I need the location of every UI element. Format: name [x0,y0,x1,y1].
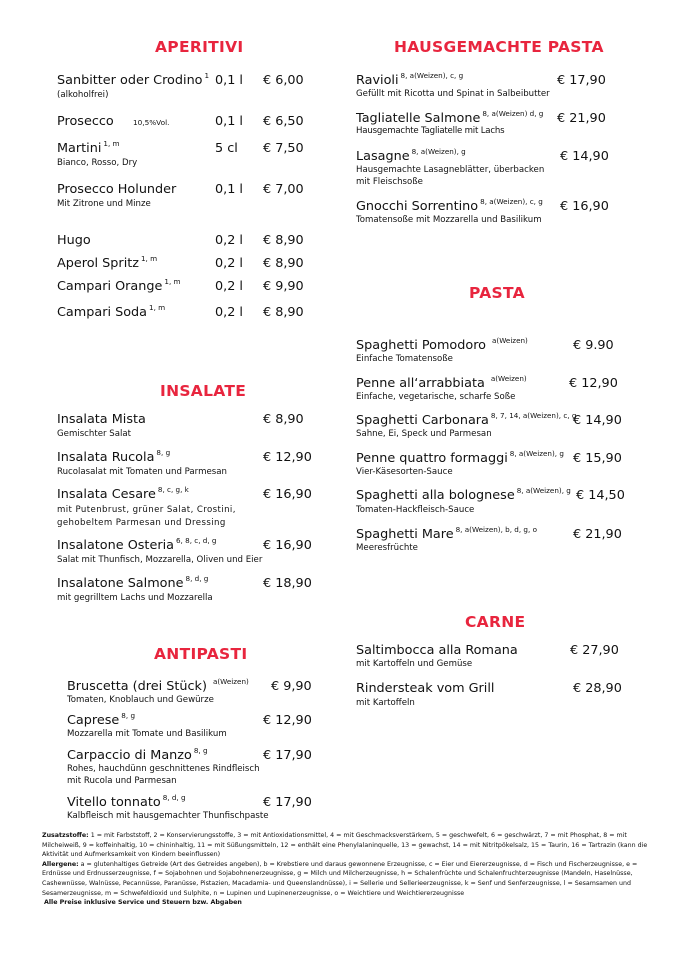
item-name: Tagliatelle Salmone $^{8, a(Weizen) d, g}$ [356,109,544,126]
allergens-text: a = glutenhaltiges Getreide (Art des Getreides angeben), b = Krebstiere und daraus gewonnene Erzeugnisse, c = Eier und Eiererzeugnisse, d = Fisch und Fischerzeugnisse, e = Erdnüsse und Erdnusserzeugnisse, f = Sojabohnen und Sojabohnenerzeugnisse, g = Milch und Milcherzeugnisse, h = Schalenfrüchte und Schalenfruchterzeugnisse (Mandeln, Haselnüsse, Cashewnüsse, Walnüsse, Pecannüsse, Paranüsse, Pistazien, Macadamia- und Queenslandnüsse), i = Sellerie und Sellerieerzeugnisse, k = Senf und Senferzeugnisse, l = Sesamsamen und Sesamerzeugnisse, m = Schwefeldioxid und Sulphite, n = Lupinen und Lupinenerzeugnisse, o = Weichtiere und Weichtiererzeugnisse [42,860,638,897]
item-description: Rucolasalat mit Tomaten und Parmesan [57,467,227,477]
item-description: Rohes, hauchdünn geschnittenes Rindfleisch [67,764,260,774]
item-description: mit Putenbrust, grüner Salat, Crostini, [57,505,236,515]
item-name: Prosecco [57,114,114,129]
item-description-line2: mit Rucola und Parmesan [67,776,177,786]
item-name: Spaghetti alla bolognese $^{8, a(Weizen), g}$ [356,486,571,503]
allergens-legend [42,860,662,898]
item-price: € 18,90 [263,576,312,591]
item-description: mit Kartoffeln [356,698,415,708]
item-description: Sahne, Ei, Speck und Parmesan [356,429,492,439]
section-heading-hausgemachte-pasta: HAUSGEMACHTE PASTA [394,38,604,56]
item-price: € 27,90 [570,643,619,658]
item-quantity: 0,2 l [215,256,243,271]
item-description: Einfache, vegetarische, scharfe Soße [356,392,516,402]
item-additives: 8, a(Weizen) d, g [482,109,544,118]
item-description: (alkoholfrei) [57,90,109,100]
item-price: € 7,50 [263,141,304,156]
item-additives: 8, a(Weizen), b, d, g, o [455,525,537,534]
item-additives: 1, m [164,277,181,286]
item-price: € 15,90 [573,451,622,466]
item-price: € 8,90 [263,412,304,427]
item-price: € 9,90 [271,679,312,694]
item-name: Sanbitter oder Crodino $^1$ [57,71,210,88]
item-description: Gefüllt mit Ricotta und Spinat in Salbeibutter [356,89,550,99]
item-additives: 8, a(Weizen), g [411,147,466,156]
item-quantity: 0,2 l [215,305,243,320]
item-name: Spaghetti Carbonara $^{8, 7, 14, a(Weizen), c, g}$ [356,411,577,428]
item-description: mit Kartoffeln und Gemüse [356,659,473,669]
item-description: Meeresfrüchte [356,543,418,553]
item-additives: 8, a(Weizen), c, g [400,71,464,80]
section-heading-antipasti: ANTIPASTI [154,645,248,663]
item-description: Mozzarella mit Tomate und Basilikum [67,729,227,739]
item-additives: 8, a(Weizen), g [509,449,564,458]
item-price: € 17,90 [263,748,312,763]
item-quantity: 0,1 l [215,73,243,88]
item-additives: 8, g [121,711,136,720]
item-name: Insalata Cesare $^{8, c, g, k}$ [57,485,189,502]
item-price: € 16,90 [560,199,609,214]
item-description: Hausgemachte Tagliatelle mit Lachs [356,126,505,136]
item-name: Gnocchi Sorrentino $^{8, a(Weizen), c, g}$ [356,197,543,214]
item-description: Hausgemachte Lasagneblätter, überbacken [356,165,545,175]
item-description: Bianco, Rosso, Dry [57,158,138,168]
item-quantity: 0,1 l [215,182,243,197]
item-price: € 21,90 [557,111,606,126]
item-name: Rindersteak vom Grill [356,681,495,696]
item-additives: 8, g [156,448,171,457]
item-additives: 8, a(Weizen), g [516,486,571,495]
item-price: € 8,90 [263,305,304,320]
item-description: mit gegrilltem Lachs und Mozzarella [57,593,213,603]
section-heading-carne: CARNE [465,613,526,631]
item-description: Vier-Käsesorten-Sauce [356,467,453,477]
footer-notes [42,831,662,908]
item-price: € 14,50 [576,488,625,503]
item-additives: a(Weizen) [492,336,528,345]
item-quantity: 0,2 l [215,233,243,248]
item-name: Caprese $^{8, g}$ [67,711,136,728]
item-price: € 12,90 [569,376,618,391]
item-quantity: 5 cl [215,141,238,156]
item-additives: 8, d, g [185,574,209,583]
item-name: Insalatone Salmone $^{8, d, g}$ [57,574,209,591]
item-price: € 17,90 [263,795,312,810]
section-heading-aperitivi: APERITIVI [155,38,244,56]
item-name: Ravioli $^{8, a(Weizen), c, g}$ [356,71,464,88]
item-name: Campari Orange $^{1, m}$ [57,277,181,294]
item-additives: 6, 8, c, d, g [175,536,217,545]
item-price: € 8,90 [263,233,304,248]
item-additives: a(Weizen) [212,677,249,686]
item-name: Bruscetta (drei Stück) $^{a(Weizen)}$ [67,677,249,694]
item-price: € 6,00 [263,73,304,88]
item-description: Salat mit Thunfisch, Mozzarella, Oliven und Eier [57,555,263,565]
section-heading-pasta: PASTA [469,284,525,302]
item-description: Tomaten, Knoblauch und Gewürze [67,695,214,705]
item-additives: 1, m [140,254,158,263]
price-note: Alle Preise inklusive Service und Steuern bzw. Abgaben [44,899,242,907]
item-name: Martini $^{1, m}$ [57,139,120,156]
item-additives: 1, m [149,303,166,312]
item-description-line2: gehobeltem Parmesan und Dressing [57,518,226,528]
item-additives: 1 [204,71,210,80]
item-price: € 14,90 [573,413,622,428]
item-price: € 12,90 [263,713,312,728]
item-description: Mit Zitrone und Minze [57,199,151,209]
additives-legend [42,831,662,860]
item-additives: 8, c, g, k [157,485,189,494]
item-name: Lasagne $^{8, a(Weizen), g}$ [356,147,466,164]
item-name: Aperol Spritz $^{1, m}$ [57,254,158,271]
item-description-line2: mit Fleischsoße [356,177,423,187]
item-price: € 28,90 [573,681,622,696]
item-description: Kalbfleisch mit hausgemachter Thunfischpaste [67,811,269,821]
item-price: € 9,90 [263,279,304,294]
item-price: € 7,00 [263,182,304,197]
item-price: € 14,90 [560,149,609,164]
item-price: € 17,90 [557,73,606,88]
item-alcohol-note: 10,5%Vol. [133,118,170,127]
item-price: € 16,90 [263,487,312,502]
item-name: Insalata Mista [57,412,146,427]
item-additives: 8, a(Weizen), c, g [480,197,543,206]
additives-label: Zusatzstoffe: [42,832,89,839]
item-description: Gemischter Salat [57,429,132,439]
item-additives: a(Weizen) [490,374,527,383]
item-description: Tomatensoße mit Mozzarella und Basilikum [356,215,542,225]
item-name: Prosecco Holunder [57,182,177,197]
item-price: € 8,90 [263,256,304,271]
additives-text: 1 = mit Farbststoff, 2 = Konservierungsstoffe, 3 = mit Antioxidationsmittel, 4 = mit Geschmacksverstärkern, 5 = geschwefelt, 6 = geschwärzt, 7 = mit Phosphat, 8 = mit Milcheiweiß, 9 = koffeinhaltig, 10 = chininhaltig, 11 = mit Süßungsmitteln, 12 = enthält eine Phenylalaninquelle, 13 = gewachst, 14 = mit Nitritpökelsalz, 15 = Taurin, 16 = Tartrazin (kann die Aktivität und Aufmerksamkeit von Kindern beeinflussen) [42,832,648,859]
item-price: € 21,90 [573,527,622,542]
item-name: Campari Soda $^{1, m}$ [57,303,166,320]
item-price: € 9.90 [573,338,614,353]
item-name: Hugo [57,233,91,248]
item-price: € 6,50 [263,114,304,129]
item-name: Saltimbocca alla Romana [356,643,518,658]
allergens-label: Allergene: [42,860,79,868]
item-description: Einfache Tomatensoße [356,354,453,364]
item-price: € 12,90 [263,450,312,465]
item-name: Spaghetti Mare $^{8, a(Weizen), b, d, g, o}$ [356,525,537,542]
item-additives: 8, d, g [162,793,186,802]
item-description: Tomaten-Hackfleisch-Sauce [356,505,475,515]
item-name: Penne quattro formaggi $^{8, a(Weizen), g}$ [356,449,564,466]
item-additives: 8, 7, 14, a(Weizen), c, g [490,411,577,420]
section-heading-insalate: INSALATE [160,382,247,400]
item-name: Spaghetti Pomodoro $^{a(Weizen)}$ [356,336,528,353]
item-price: € 16,90 [263,538,312,553]
item-quantity: 0,2 l [215,279,243,294]
item-additives: 1, m [103,139,120,148]
item-name: Insalata Rucola $^{8, g}$ [57,448,171,465]
item-name: Vitello tonnato $^{8, d, g}$ [67,793,186,810]
item-name: Insalatone Osteria $^{6, 8, c, d, g}$ [57,536,217,553]
item-quantity: 0,1 l [215,114,243,129]
item-additives: 8, g [193,746,208,755]
item-name: Carpaccio di Manzo $^{8, g}$ [67,746,208,763]
item-name: Penne all‘arrabbiata $^{a(Weizen)}$ [356,374,527,391]
